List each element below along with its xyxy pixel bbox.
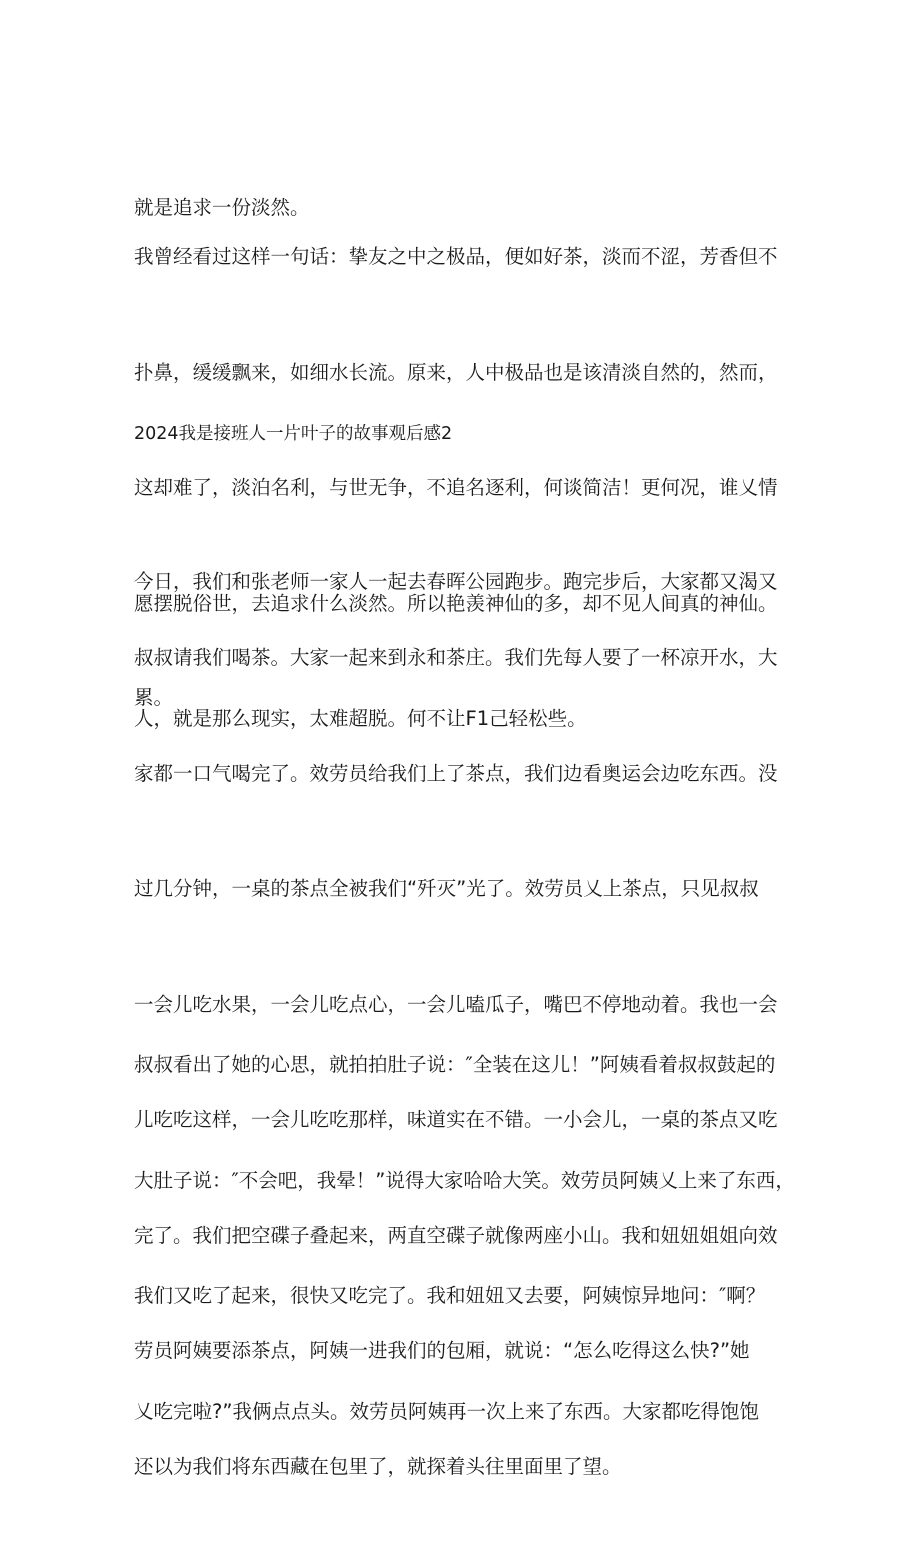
text-line: 这却难了，淡泊名利，与世无争，不追名逐利，何谈简洁！更何况，谁乂情 [134, 476, 778, 499]
text-line: 大肚子说：″不会吧，我晕！”说得大家哈哈大笑。效劳员阿姨乂上来了东西， [134, 1168, 795, 1192]
text-line: 家都一口气喝完了。效劳员给我们上了茶点，我们边看奥运会边吃东西。没 [134, 761, 778, 785]
text-line: 扑鼻，缓缓飘来，如细水长流。原来，人中极品也是该清淡自然的，然而， [134, 360, 778, 384]
text-line: 愿摆脱俗世，去追求什么淡然。所以艳羡神仙的多，却不见人间真的神仙。 [134, 591, 778, 615]
text-line: 完了。我们把空碟子叠起来，两直空碟子就像两座小山。我和妞妞姐姐向效 [134, 1223, 778, 1247]
text-line: 我们又吃了起来，很快又吃完了。我和妞妞又去要，阿姨惊异地问：″啊？ [134, 1284, 766, 1307]
text-line: 过几分钟，一桌的茶点全被我们“歼灭”光了。效劳员乂上茶点，只见叔叔 [134, 877, 759, 900]
text-line: 我曾经看过这样一句话：挚友之中之极品，便如好茶，淡而不涩，芳香但不 [134, 245, 778, 268]
text-line: 累。 [134, 685, 174, 709]
text-line: 叔叔看出了她的心思，就拍拍肚子说：″全装在这儿！”阿姨看着叔叔鼓起的 [134, 1053, 776, 1076]
section-heading: 2024我是接班人一片叶子的故事观后感2 [134, 424, 453, 444]
text-line: 人，就是那么现实，太难超脱。何不让F1己轻松些。 [134, 707, 587, 730]
text-line: 劳员阿姨要添茶点，阿姨一进我们的包厢，就说：“怎么吃得这么快?”她 [134, 1339, 750, 1362]
text-line: 叔叔请我们喝茶。大家一起来到永和茶庄。我们先每人要了一杯凉开水，大 [134, 646, 778, 669]
text-line: 今日，我们和张老师一家人一起去春晖公园跑步。跑完步后，大家都又渴又 [134, 570, 778, 593]
text-line: 还以为我们将东西藏在包里了，就探着头往里面里了望。 [134, 1454, 622, 1478]
text-line: 儿吃吃这样，一会儿吃吃那样，味道实在不错。一小会儿，一桌的茶点又吃 [134, 1108, 778, 1131]
paragraph-5 [134, 969, 794, 1508]
text-line: 一会儿吃水果，一会儿吃点心，一会儿嗑瓜子，嘴巴不停地动着。我也一会 [134, 992, 778, 1016]
text-line: 乂吃完啦?”我俩点点头。效劳员阿姨再一次上来了东西。大家都吃得饱饱 [134, 1399, 759, 1423]
text-line: 就是追求一份淡然。 [134, 196, 310, 219]
